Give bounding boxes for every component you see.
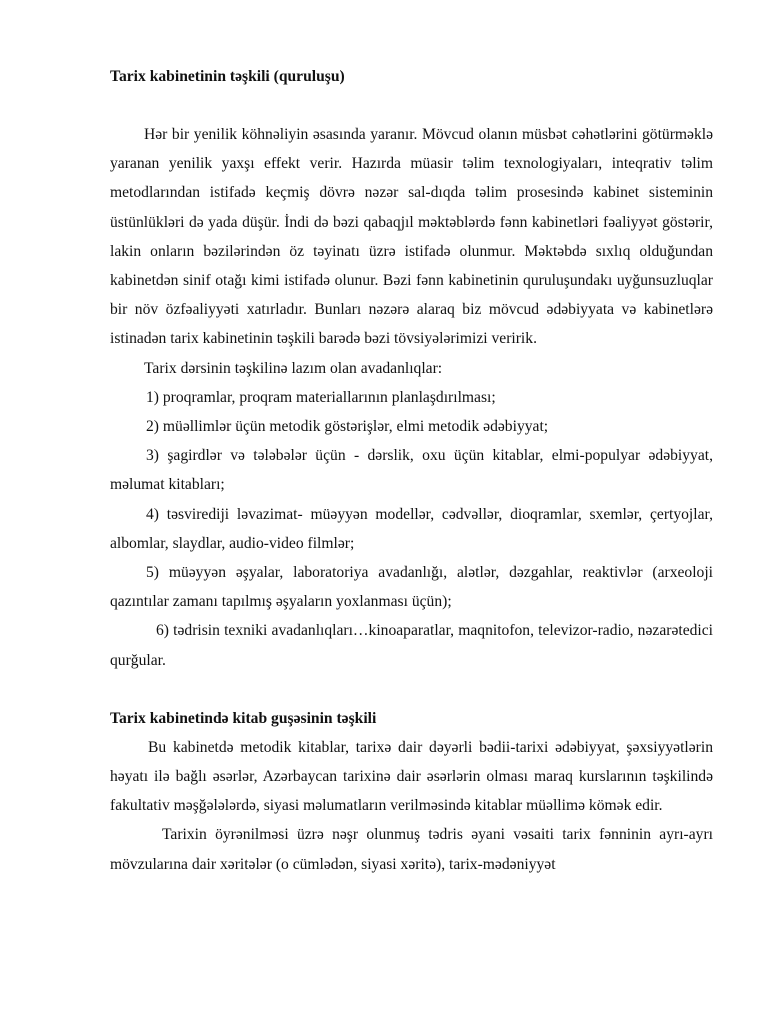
equipment-item: 2) müəllimlər üçün metodik göstərişlər, elmi metodik ədəbiyyat; [146, 418, 549, 436]
section-paragraph: Bu kabinetdə metodik kitablar, tarixə dair dəyərli bədii-tarixi ədəbiyyat, şəxsiyyətlərin həyatı ilə bağlı əsərlər, Azərbaycan tarixinə dair əsərlərin olması maraq kurslarının təşkilində fakultativ məşğələlərdə, siyasi məlumatların verilməsində kitablar müəllimə kömək edir. [110, 738, 713, 815]
equipment-item: 5) müəyyən əşyalar, laboratoriya avadanlığı, alətlər, dəzgahlar, reaktivlər (arxeoloji qazıntılar zamanı tapılmış əşyaların yoxlanması üçün); [110, 564, 713, 611]
equipment-item: 1) proqramlar, proqram materiallarının planlaşdırılması; [146, 388, 496, 406]
equipment-item: 6) tədrisin texniki avadanlıqları…kinoaparatlar, maqnitofon, televizor-radio, nəzarətedici qurğular. [110, 622, 713, 669]
equipment-intro: Tarix dərsinin təşkilinə lazım olan avadanlıqlar: [144, 359, 443, 377]
document-page [110, 62, 713, 879]
equipment-item: 4) təsvirediji ləvazimat- müəyyən modellər, cədvəllər, dioqramlar, sxemlər, çertyojlar, albomlar, slaydlar, audio-video filmlər; [110, 505, 713, 552]
document-title: Tarix kabinetinin təşkili (quruluşu) [110, 68, 345, 85]
intro-paragraph: Hər bir yenilik köhnəliyin əsasında yaranır. Mövcud olanın müsbət cəhətlərini götürməklə yaranan yenilik yaxşı effekt verir. Hazırda müasir təlim texnologiyaları, inteqrativ təlim metodlarından istifadə keçmiş dövrə nəzər sal-dıqda təlim prosesində kabinet sisteminin üstünlükləri də yada düşür. İndi də bəzi qabaqjıl məktəblərdə fənn kabinetləri fəaliyyət göstərir, lakin onların bəzilərindən öz təyinatı üzrə istifadə olunmur. Məktəbdə sıxlıq olduğundan kabinetdən sinif otağı kimi istifadə olunur. Bəzi fənn kabinetinin quruluşundakı uyğunsuzluqlar bir növ özfəaliyyəti xatırladır. Bunları nəzərə alaraq biz mövcud ədəbiyyata və kabinetlərə istinadən tarix kabinetinin təşkili barədə bəzi tövsiyələrimizi veririk. [110, 126, 713, 348]
equipment-item: 3) şagirdlər və tələbələr üçün - dərslik, oxu üçün kitablar, elmi-populyar ədəbiyyat, məlumat kitabları; [110, 447, 713, 494]
section-title: Tarix kabinetində kitab guşəsinin təşkili [110, 709, 377, 727]
section-paragraph: Tarixin öyrənilməsi üzrə nəşr olunmuş tədris əyani vəsaiti tarix fənninin ayrı-ayrı mövzularına dair xəritələr (o cümlədən, siyasi xəritə), tarix-mədəniyyət [110, 826, 713, 873]
